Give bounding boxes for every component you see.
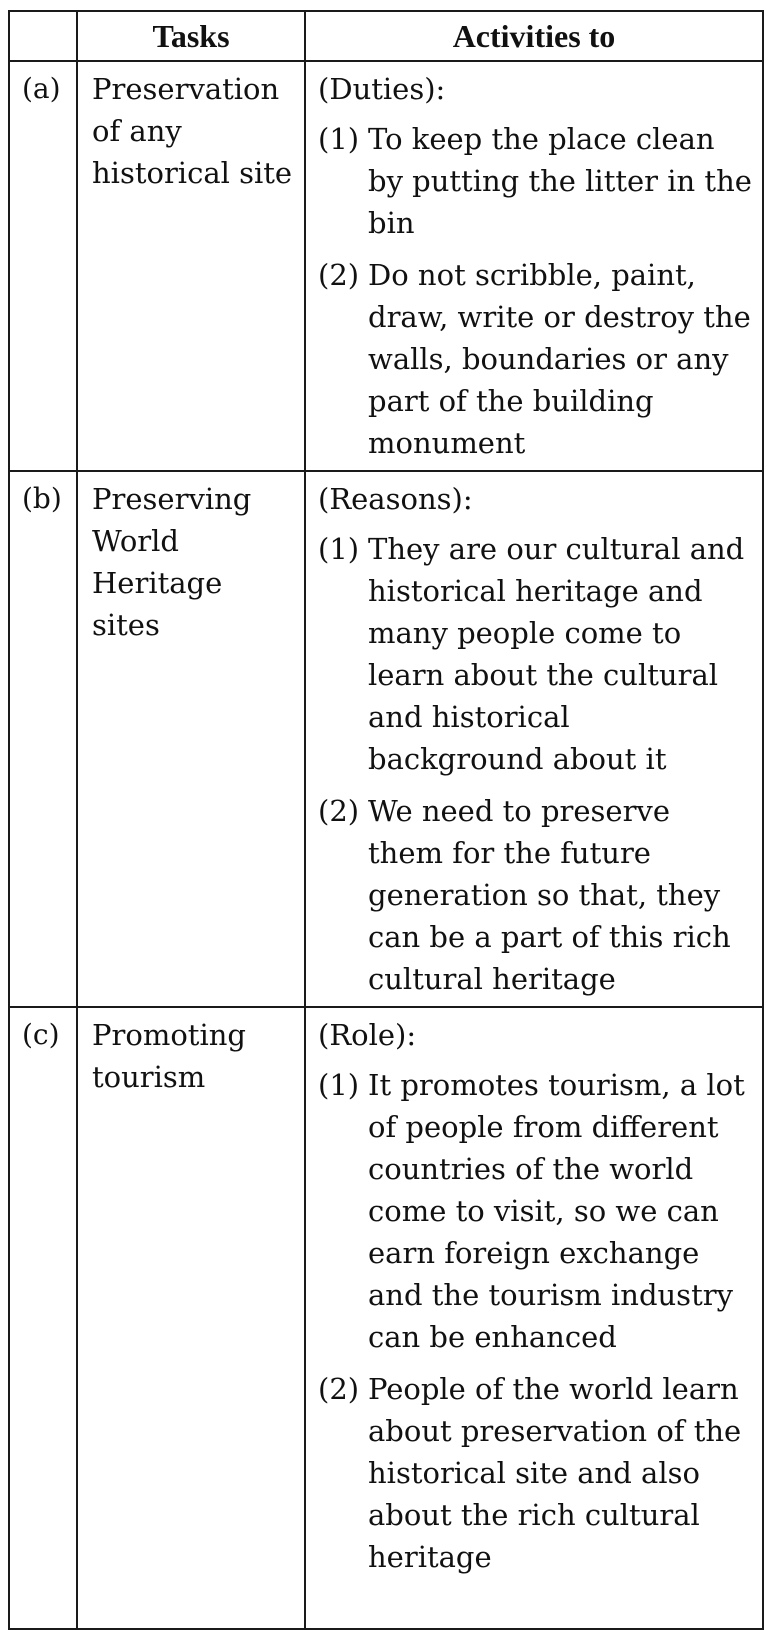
point-text: People of the world learn about preservation of the historical site and also about the rich cultural heritage (368, 1372, 742, 1574)
header-tasks: Tasks (77, 11, 305, 61)
row-task: Preserving World Heritage sites (77, 471, 305, 1007)
point-number: (1) (318, 122, 360, 156)
activity-point (318, 254, 754, 464)
activity-heading: (Role): (318, 1018, 417, 1052)
point-number: (2) (318, 258, 360, 292)
point-number: (1) (318, 532, 360, 566)
row-task: Preservation of any historical site (77, 61, 305, 471)
point-text: It promotes tourism, a lot of people from different countries of the world come to visit, so we can earn foreign exchange and the tourism industry can be enhanced (368, 1068, 745, 1354)
activity-point (318, 528, 754, 780)
activity-point (318, 1368, 754, 1578)
point-text: To keep the place clean by putting the litter in the bin (368, 122, 752, 240)
activity-heading: (Reasons): (318, 482, 473, 516)
table-row (9, 471, 763, 1007)
header-activities: Activities to (305, 11, 763, 61)
row-index: (a) (9, 61, 77, 471)
point-text: They are our cultural and historical heritage and many people come to learn about the cultural and historical background about it (368, 532, 745, 776)
activity-point (318, 790, 754, 1000)
table-row (9, 61, 763, 471)
point-text: We need to preserve them for the future generation so that, they can be a part of this rich cultural heritage (368, 794, 731, 996)
tasks-activities-table (8, 10, 764, 1630)
row-index: (b) (9, 471, 77, 1007)
point-number: (2) (318, 794, 360, 828)
row-index: (c) (9, 1007, 77, 1629)
activity-heading: (Duties): (318, 72, 446, 106)
point-text: Do not scribble, paint, draw, write or destroy the walls, boundaries or any part of the building monument (368, 258, 751, 460)
table-row (9, 1007, 763, 1629)
row-activities (305, 471, 763, 1007)
point-number: (1) (318, 1068, 360, 1102)
activity-point (318, 118, 754, 244)
activity-point (318, 1064, 754, 1358)
header-index-cell (9, 11, 77, 61)
point-number: (2) (318, 1372, 360, 1406)
table-header-row (9, 11, 763, 61)
row-activities (305, 1007, 763, 1629)
row-activities (305, 61, 763, 471)
row-task: Promoting tourism (77, 1007, 305, 1629)
